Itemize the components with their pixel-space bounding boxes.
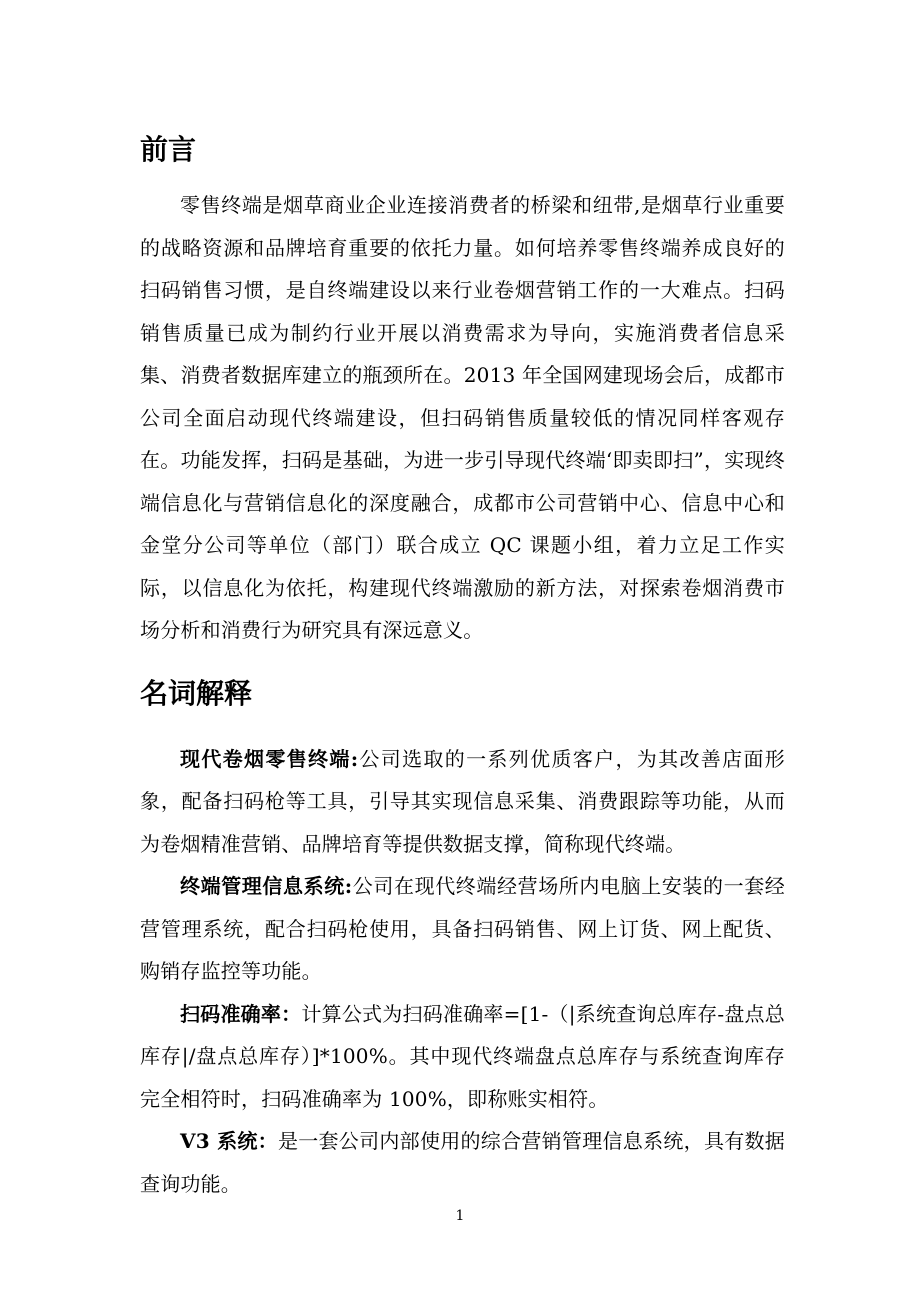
term-text: 计算公式为扫码准确率=[1-（|系统查询总库存-盘点总库存|/盘点总库存）]*100%。其中现代终端盘点总库存与系统查询库存完全相符时，扫码准确率为 100%，即称账实相符。: [140, 1001, 785, 1111]
page-content: [140, 124, 785, 1205]
term-label: 终端管理信息系统:: [180, 874, 353, 898]
term-definition-v3-system: [140, 1120, 785, 1205]
page-number: 1: [455, 1208, 465, 1224]
term-definition-modern-terminal: [140, 738, 785, 866]
term-label: 现代卷烟零售终端:: [180, 746, 359, 771]
term-definition-scan-accuracy: [140, 993, 785, 1121]
preface-paragraph: 零售终端是烟草商业企业连接消费者的桥梁和纽带,是烟草行业重要的战略资源和品牌培育重要的依托力量。如何培养零售终端养成良好的扫码销售习惯，是自终端建设以来行业卷烟营销工作的一大难点。扫码销售质量已成为制约行业开展以消费需求为导向，实施消费者信息采集、消费者数据库建立的瓶颈所在。2013 年全国网建现场会后，成都市公司全面启动现代终端建设，但扫码销售质量较低的情况同样客观存在。功能发挥，扫码是基础，为进一步引导现代终端‘即卖即扫”，实现终端信息化与营销信息化的深度融合，成都市公司营销中心、信息中心和金堂分公司等单位（部门）联合成立 QC 课题小组，着力立足工作实际，以信息化为依托，构建现代终端激励的新方法，对探索卷烟消费市场分析和消费行为研究具有深远意义。: [140, 193, 785, 642]
term-definition-terminal-system: [140, 865, 785, 993]
term-text: 公司选取的一系列优质客户，为其改善店面形象，配备扫码枪等工具，引导其实现信息采集、消费跟踪等功能，从而为卷烟精准营销、品牌培育等提供数据支撑，简称现代终端。: [140, 746, 786, 856]
heading-preface: 前言: [140, 133, 197, 166]
term-label: 扫码准确率：: [180, 1001, 302, 1026]
term-label: V3 系统：: [180, 1129, 278, 1153]
term-text: 公司在现代终端经营场所内电脑上安装的一套经营管理系统，配合扫码枪使用，具备扫码销售、网上订货、网上配货、购销存监控等功能。: [140, 874, 785, 983]
heading-terms: 名词解释: [140, 676, 253, 710]
term-text: 是一套公司内部使用的综合营销管理信息系统，具有数据查询功能。: [140, 1129, 786, 1196]
